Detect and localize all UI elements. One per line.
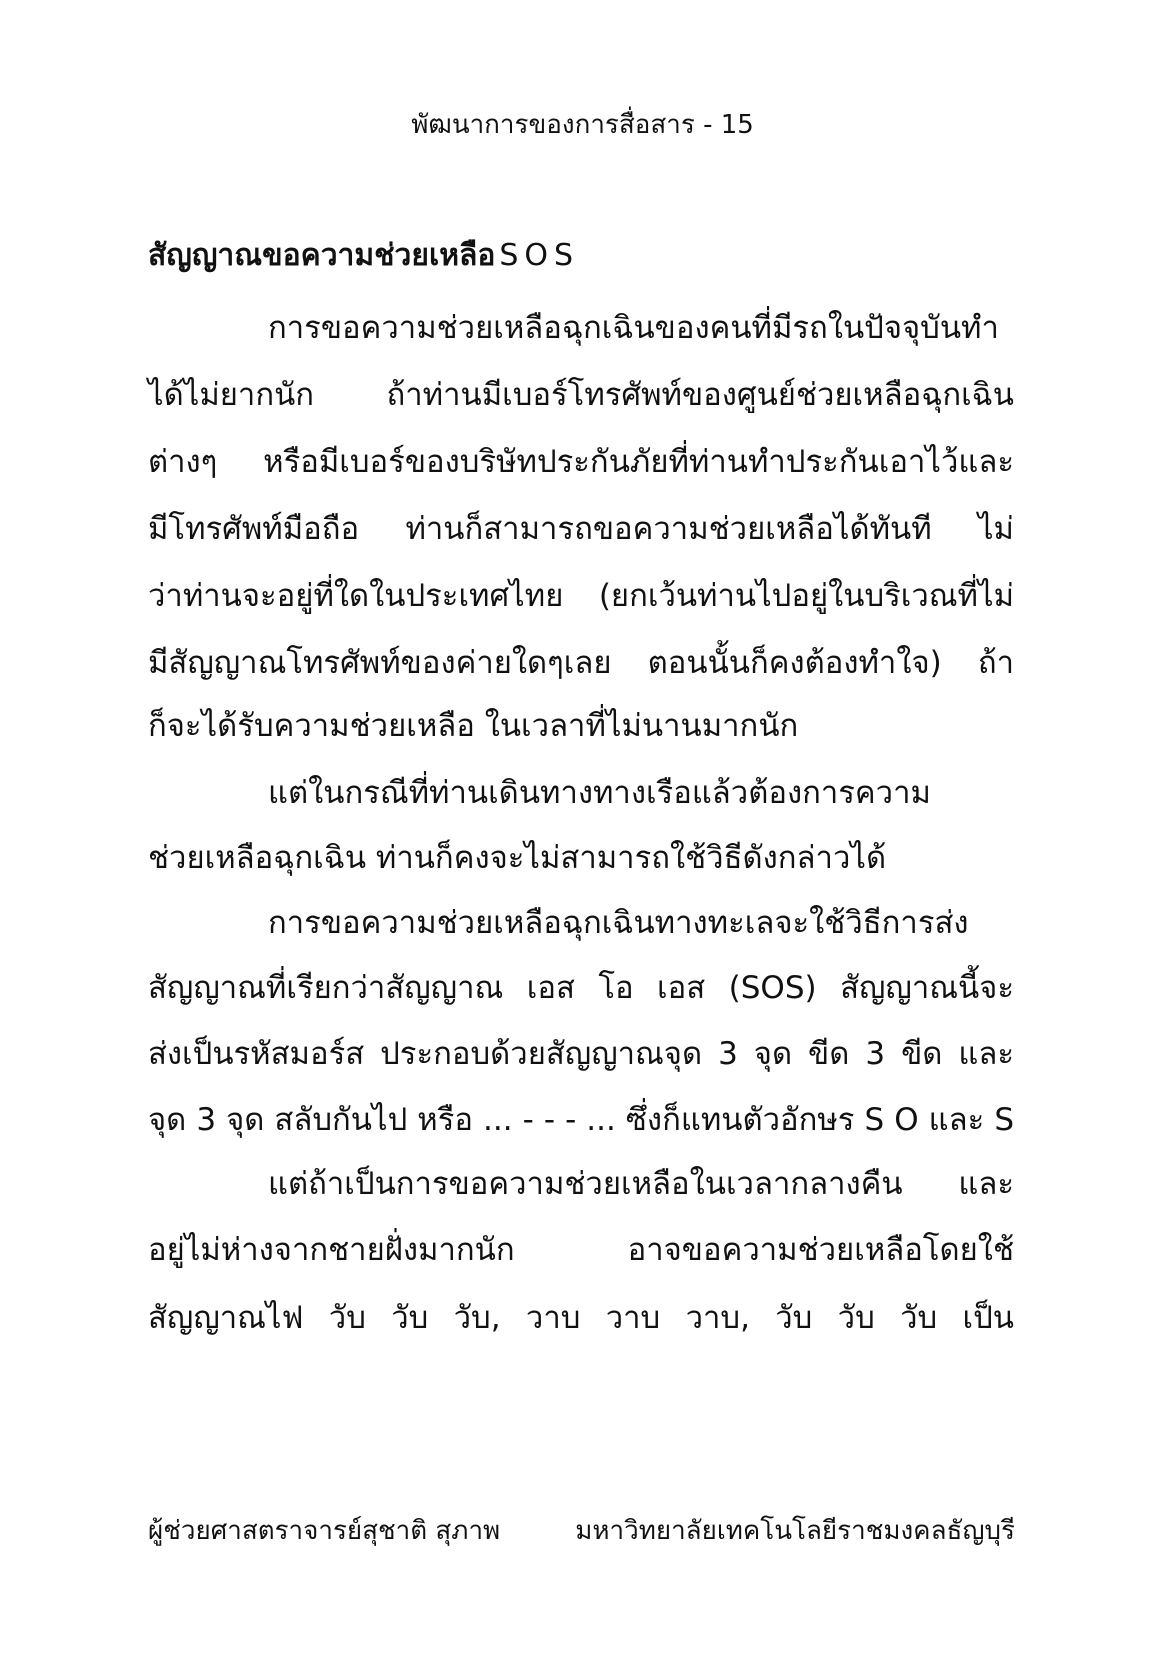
body-line-7: ก็จะได้รับความช่วยเหลือ ในเวลาที่ไม่นานมากนัก — [148, 708, 799, 744]
section-heading-latin: SOS — [499, 238, 580, 273]
section-heading-thai: สัญญาณขอความช่วยเหลือ — [148, 238, 496, 273]
body-line-6: มีสัญญาณโทรศัพท์ของค่ายใดๆเลย ตอนนั้นก็คงต้องทำใจ) ถ้า — [148, 645, 1014, 681]
body-line-15: อยู่ไม่ห่างจากชายฝั่งมากนัก อาจขอความช่วยเหลือโดยใช้ — [148, 1232, 1014, 1268]
body-line-11: สัญญาณที่เรียกว่าสัญญาณ เอส โอ เอส (SOS) สัญญาณนี้จะ — [148, 970, 1014, 1006]
section-heading — [148, 232, 579, 279]
body-line-10: การขอความช่วยเหลือฉุกเฉินทางทะเลจะใช้วิธีการส่ง — [268, 905, 969, 941]
body-line-8: แต่ในกรณีที่ท่านเดินทางทางเรือแล้วต้องการความ — [268, 775, 931, 811]
body-line-16: สัญญาณไฟ วับ วับ วับ, วาบ วาบ วาบ, วับ วับ วับ เป็น — [148, 1300, 1014, 1336]
body-line-12: ส่งเป็นรหัสมอร์ส ประกอบด้วยสัญญาณจุด 3 จุด ขีด 3 ขีด และ — [148, 1036, 1014, 1072]
body-line-13: จุด 3 จุด สลับกันไป หรือ ... - - - ... ซึ่งก็แทนตัวอักษร S O และ S — [148, 1102, 1014, 1138]
body-line-9: ช่วยเหลือฉุกเฉิน ท่านก็คงจะไม่สามารถใช้วิธีดังกล่าวได้ — [148, 840, 887, 876]
body-line-2: ได้ไม่ยากนัก ถ้าท่านมีเบอร์โทรศัพท์ของศูนย์ช่วยเหลือฉุกเฉิน — [148, 377, 1014, 413]
body-line-1: การขอความช่วยเหลือฉุกเฉินของคนที่มีรถในปัจจุบันทำ — [268, 310, 999, 346]
body-line-4: มีโทรศัพท์มือถือ ท่านก็สามารถขอความช่วยเหลือได้ทันที ไม่ — [148, 511, 1014, 547]
body-line-3: ต่างๆ หรือมีเบอร์ของบริษัทประกันภัยที่ท่านทำประกันเอาไว้และ — [148, 444, 1014, 480]
body-line-14: แต่ถ้าเป็นการขอความช่วยเหลือในเวลากลางคืน และ — [268, 1166, 1014, 1202]
running-header: พัฒนาการของการสื่อสาร - 15 — [411, 110, 754, 140]
footer-author: ผู้ช่วยศาสตราจารย์สุชาติ สุภาพ — [148, 1516, 501, 1546]
body-line-5: ว่าท่านจะอยู่ที่ใดในประเทศไทย (ยกเว้นท่านไปอยู่ในบริเวณที่ไม่ — [148, 578, 1014, 614]
footer-institution: มหาวิทยาลัยเทคโนโลยีราชมงคลธัญบุรี — [575, 1516, 1015, 1546]
